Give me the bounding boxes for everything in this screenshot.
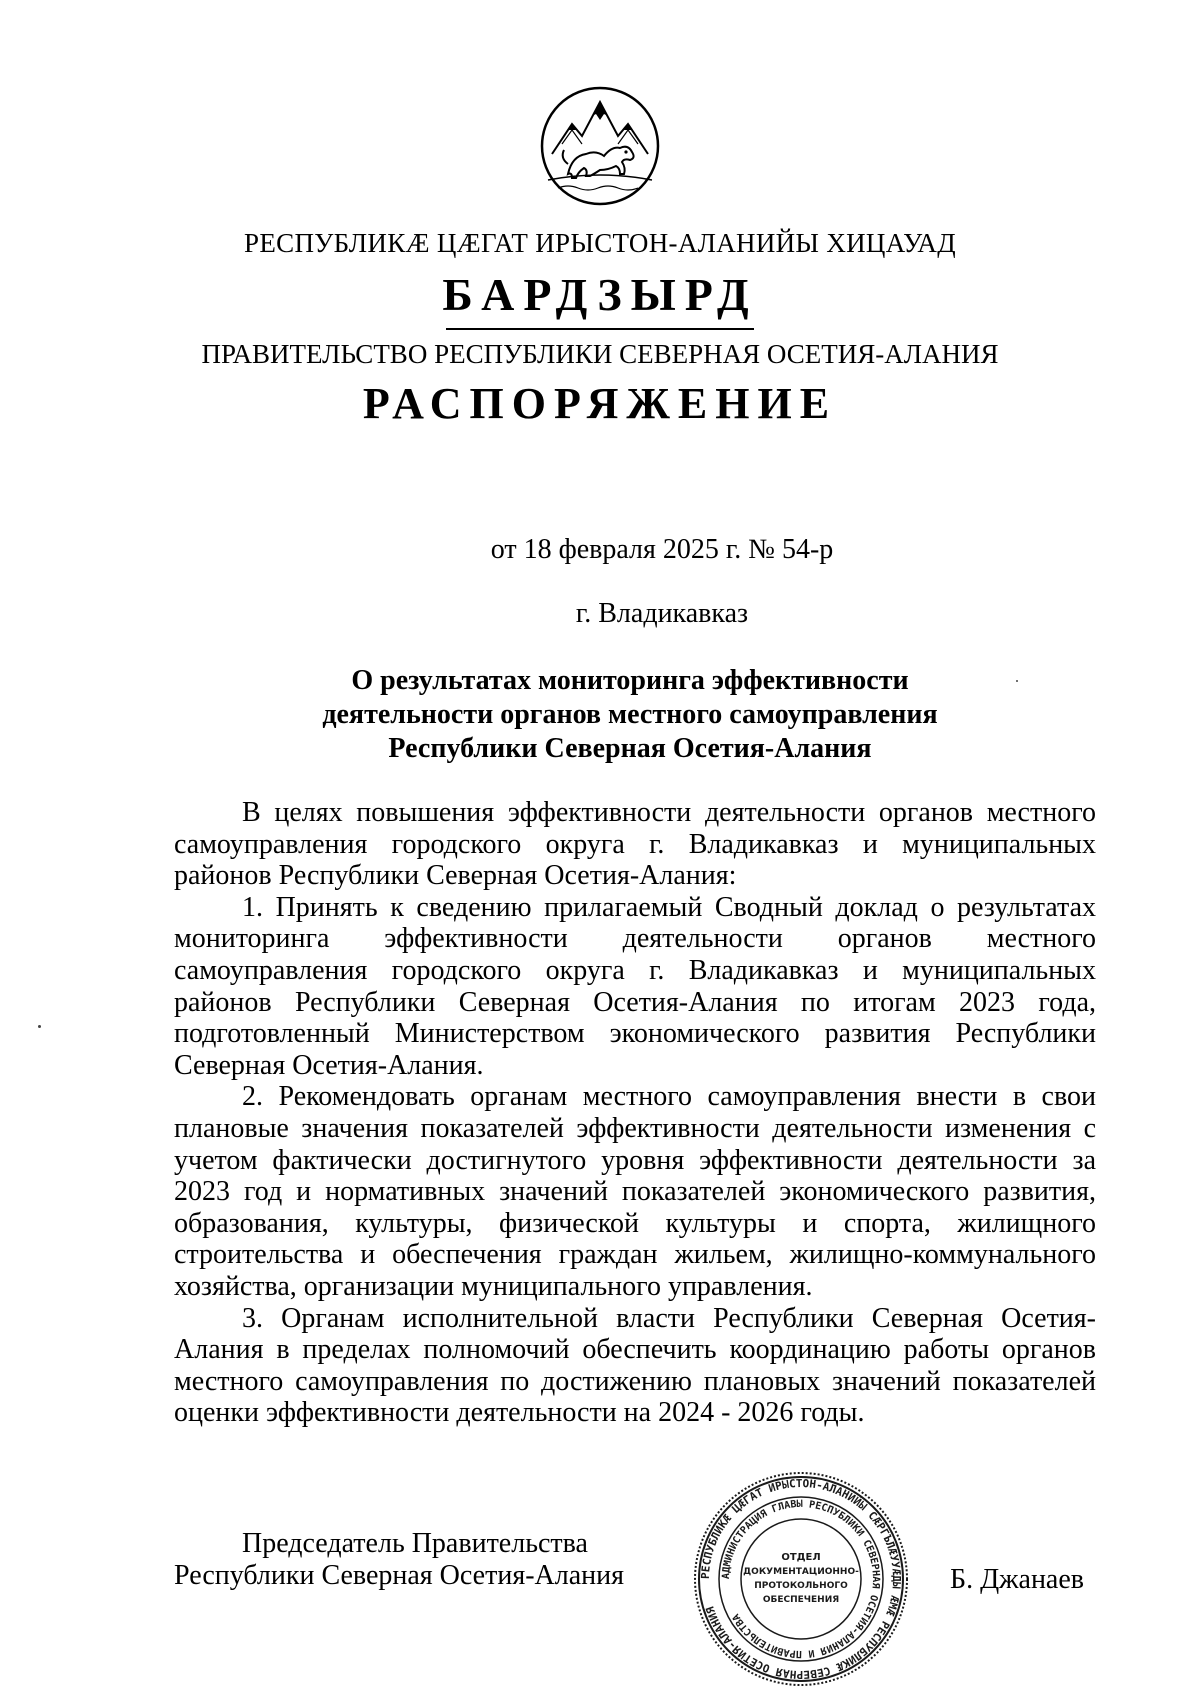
signatory-position-line: Председатель Правительства [242,1528,588,1559]
official-seal [692,1470,910,1688]
body-item-2: 2. Рекомендовать органам местного самоуправления внести в свои плановые значения показателей эффективности деятельности изменения с учетом фактически достигнутого уровня эффективности деятельности за 2023 год и нормативных значений показателей экономического развития, образования, культуры, физической культуры и спорта, жилищного строительства и обеспечения граждан жильем, жилищно-коммунального хозяйства, организации муниципального управления. [174,1081,1096,1302]
subject-line: деятельности органов местного самоуправления [322,699,938,730]
scan-speck [38,1025,41,1028]
document-subject [0,664,1200,766]
document-city: г. Владикавказ [575,598,749,629]
document-body [174,797,1096,1429]
seal-outer-text: РЕСПУБЛИКӔ ЦӔГАТ ИРЫСТОН-АЛАНИЙЫ СӔРГЪЛӔУУӔДЫ ӔМӔ РЕСПУБЛИКӔ СЕВЕРНАЯ ОСЕТИЯ-АЛАНИЯ [698,1476,904,1682]
russian-government-header: ПРАВИТЕЛЬСТВО РЕСПУБЛИКИ СЕВЕРНАЯ ОСЕТИЯ-АЛАНИЯ [201,339,999,369]
scan-speck [1016,680,1018,682]
subject-line: О результатах мониторинга эффективности [351,665,909,696]
title-divider [446,328,754,330]
signatory-position [174,1528,624,1592]
subject-line: Республики Северная Осетия-Алания [388,733,872,764]
coat-of-arms-emblem [538,84,662,208]
ossetian-document-type: БАРДЗЫРД [442,269,758,320]
document-date-number: от 18 февраля 2025 г. № 54-р [490,534,834,565]
body-intro-paragraph: В целях повышения эффективности деятельности органов местного самоуправления городского округа г. Владикавказ и муниципальных районов Республики Северная Осетия-Алания: [174,797,1096,892]
ossetian-government-header: РЕСПУБЛИКӔ ЦӔГАТ ИРЫСТОН-АЛАНИЙЫ ХИЦАУАД [244,228,956,258]
body-item-1: 1. Принять к сведению прилагаемый Сводный доклад о результатах мониторинга эффективности деятельности органов местного самоуправления городского округа г. Владикавказ и муниципальных районов Республики Северная Осетия-Алания по итогам 2023 года, подготовленный Министерством экономического развития Республики Северная Осетия-Алания. [174,891,1096,1081]
seal-center-text: ДОКУМЕНТАЦИОННО- [743,1567,859,1577]
seal-center-text: ОБЕСПЕЧЕНИЯ [762,1595,840,1605]
seal-inner-text: АДМИНИСТРАЦИЯ ГЛАВЫ РЕСПУБЛИКИ СЕВЕРНАЯ ОСЕТИЯ-АЛАНИЯ И ПРАВИТЕЛЬСТВА [720,1498,882,1660]
signatory-name: Б. Джанаев [950,1564,1085,1595]
russian-document-type: РАСПОРЯЖЕНИЕ [362,379,838,428]
seal-center-text: ОТДЕЛ [781,1552,821,1563]
seal-center-text: ПРОТОКОЛЬНОГО [754,1581,848,1591]
body-item-3: 3. Органам исполнительной власти Республики Северная Осетия-Алания в пределах полномочий обеспечить координацию работы органов местного самоуправления по достижению плановых значений показателей оценки эффективности деятельности на 2024 - 2026 годы. [174,1302,1096,1429]
signatory-position-line: Республики Северная Осетия-Алания [174,1560,624,1591]
